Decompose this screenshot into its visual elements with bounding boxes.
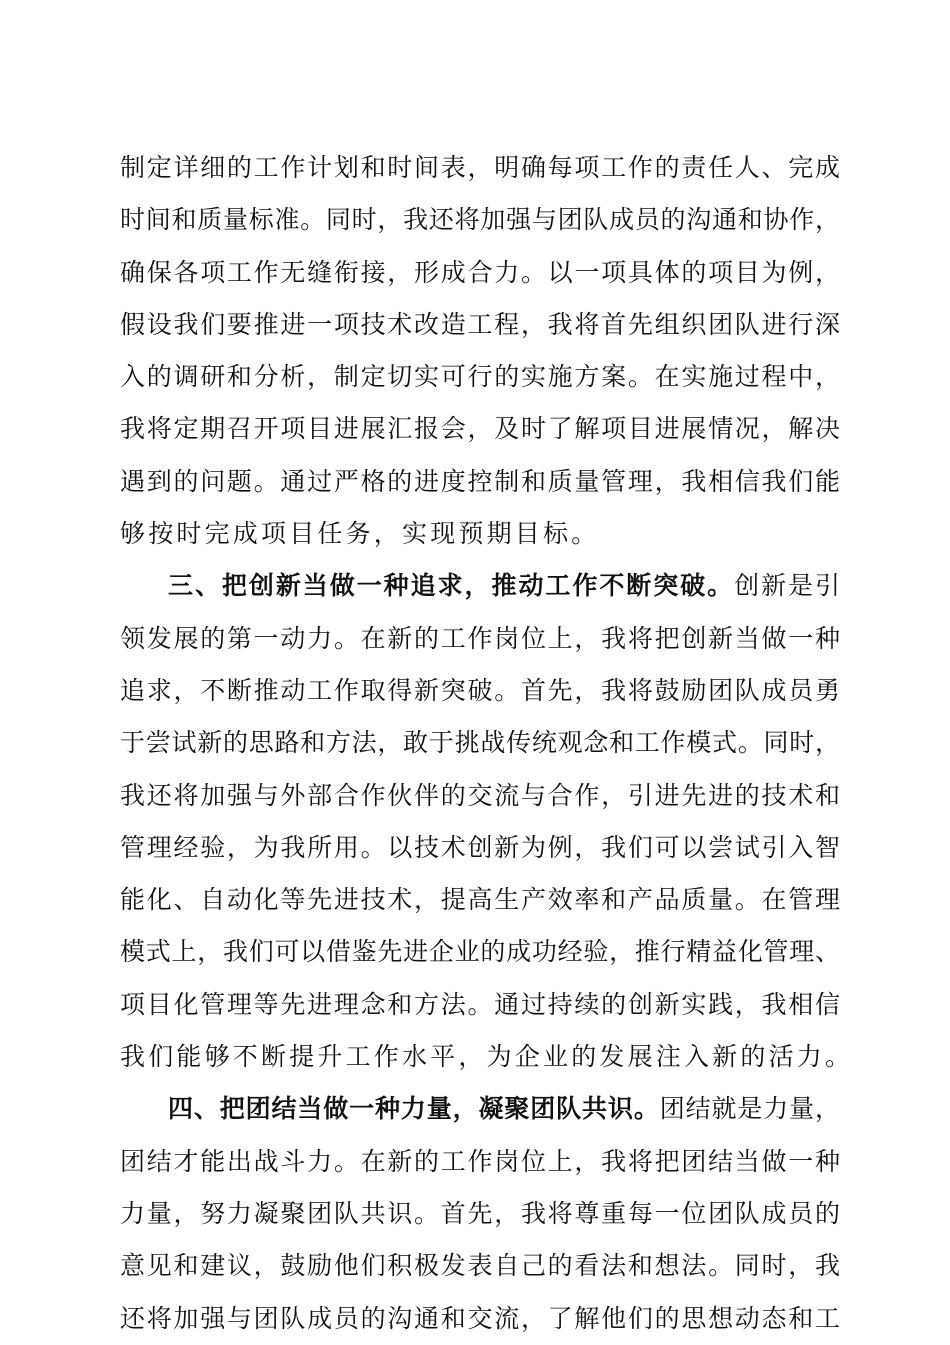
- section-4-first-line-text: 团结就是力量，: [659, 1094, 840, 1124]
- text-line: 我将定期召开项目进展汇报会，及时了解项目进展情况，解决: [120, 414, 840, 444]
- document-body: [120, 142, 854, 1345]
- text-line: 团结才能出战斗力。在新的工作岗位上，我将把团结当做一种: [120, 1146, 840, 1176]
- text-line: 还将加强与团队成员的沟通和交流，了解他们的思想动态和工: [120, 1303, 840, 1333]
- text-line: 我还将加强与外部合作伙伴的交流与合作，引进先进的技术和: [120, 780, 840, 810]
- text-line: 领发展的第一动力。在新的工作岗位上，我将把创新当做一种: [120, 623, 840, 653]
- section-4-first-line: [120, 1083, 840, 1135]
- text-line: 管理经验，为我所用。以技术创新为例，我们可以尝试引入智: [120, 832, 840, 862]
- text-line: 于尝试新的思路和方法，敢于挑战传统观念和工作模式。同时，: [120, 728, 840, 758]
- section-3-first-line-text: 创新是引: [734, 571, 840, 601]
- text-line: 能化、自动化等先进技术，提高生产效率和产品质量。在管理: [120, 885, 840, 915]
- section-4-heading: 四、把团结当做一种力量，凝聚团队共识。: [168, 1094, 660, 1124]
- text-line: 假设我们要推进一项技术改造工程，我将首先组织团队进行深: [120, 309, 840, 339]
- section-3-first-line: [120, 560, 840, 612]
- text-line: 模式上，我们可以借鉴先进企业的成功经验，推行精益化管理、: [120, 937, 840, 967]
- text-line: 制定详细的工作计划和时间表，明确每项工作的责任人、完成: [120, 153, 840, 182]
- text-line: 够按时完成项目任务，实现预期目标。: [120, 519, 600, 549]
- text-line: 我们能够不断提升工作水平，为企业的发展注入新的活力。: [120, 1042, 854, 1072]
- text-line: 遇到的问题。通过严格的进度控制和质量管理，我相信我们能: [120, 466, 840, 496]
- text-line: 入的调研和分析，制定切实可行的实施方案。在实施过程中，: [120, 362, 840, 392]
- text-line: 确保各项工作无缝衔接，形成合力。以一项具体的项目为例，: [120, 257, 840, 287]
- text-line: 追求，不断推动工作取得新突破。首先，我将鼓励团队成员勇: [120, 675, 840, 705]
- section-3-heading: 三、把创新当做一种追求，推动工作不断突破。: [168, 571, 735, 601]
- text-line: 时间和质量标准。同时，我还将加强与团队成员的沟通和协作，: [120, 205, 840, 235]
- text-line: 意见和建议，鼓励他们积极发表自己的看法和想法。同时，我: [120, 1251, 840, 1281]
- text-line: 项目化管理等先进理念和方法。通过持续的创新实践，我相信: [120, 989, 840, 1019]
- text-line: 力量，努力凝聚团队共识。首先，我将尊重每一位团队成员的: [120, 1198, 840, 1228]
